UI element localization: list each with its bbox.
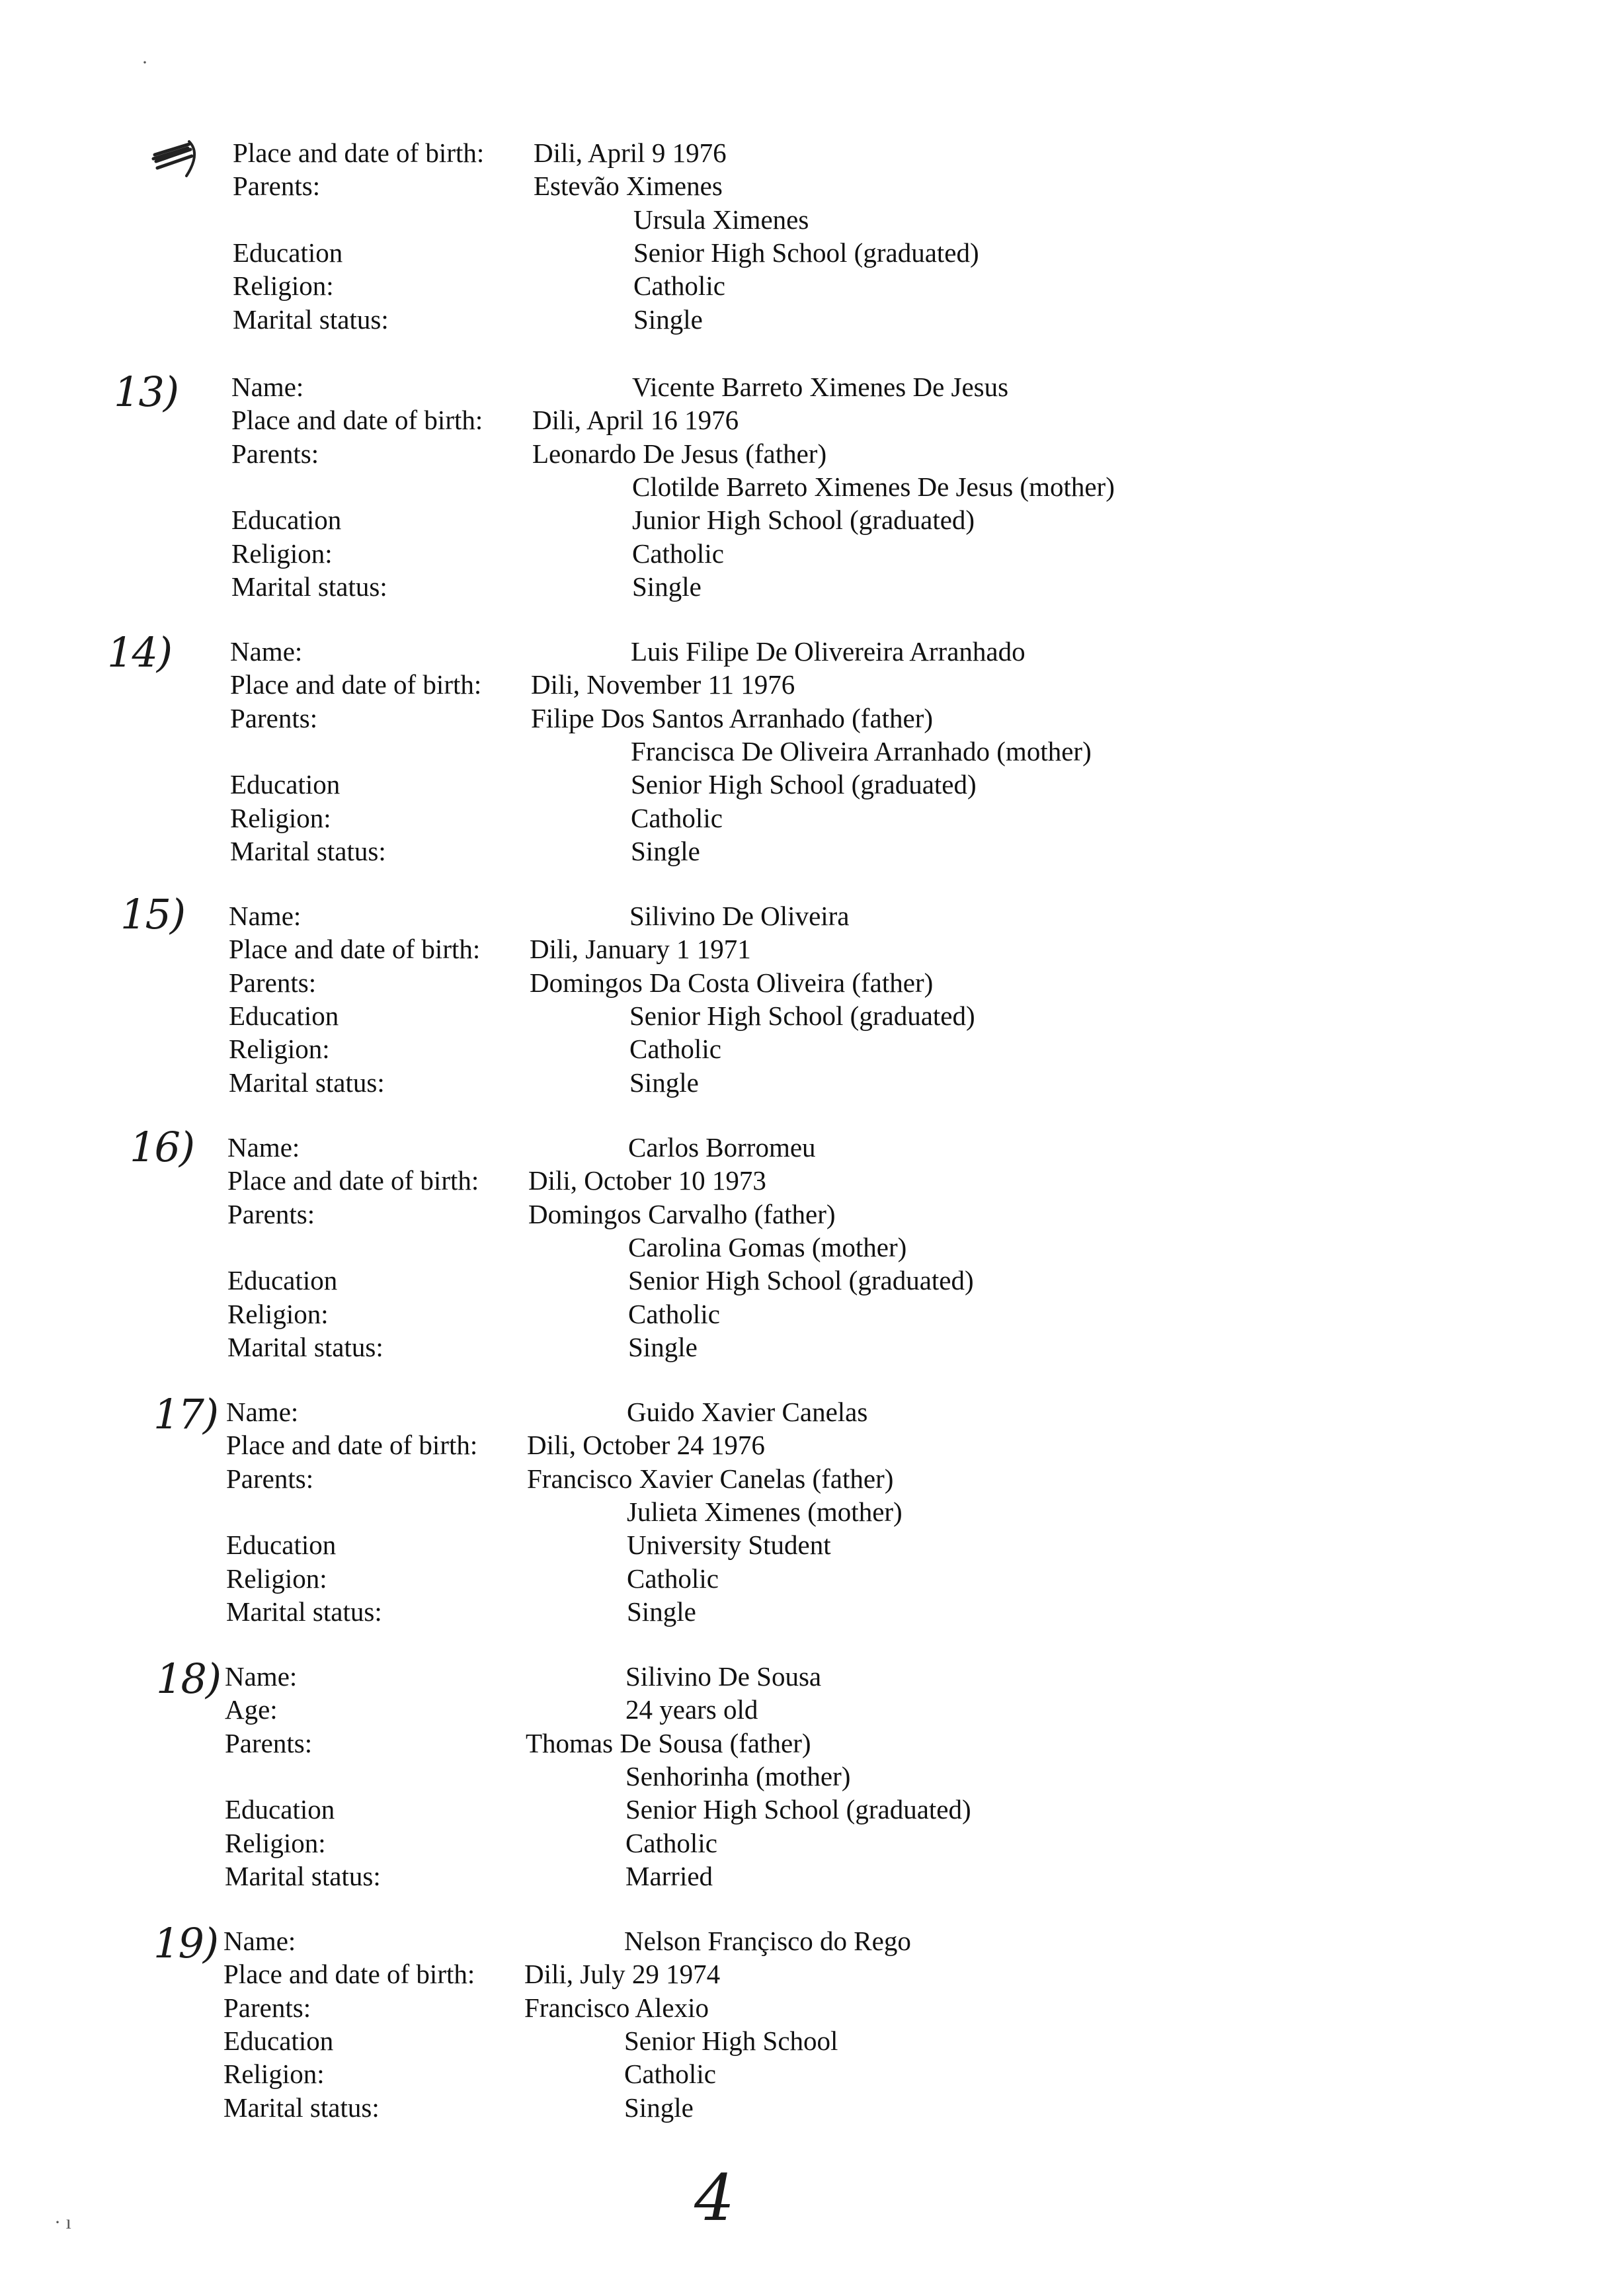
field-value: Filipe Dos Santos Arranhado (father) <box>531 702 934 733</box>
field-value: Catholic <box>633 270 725 302</box>
field-label: Place and date of birth: <box>229 934 481 965</box>
field-value: Guido Xavier Canelas <box>627 1397 868 1427</box>
field-label: Religion: <box>231 538 333 569</box>
field-label: Education <box>227 1265 338 1296</box>
stray-mark: · <box>141 52 148 73</box>
handwritten-record-number: 17) <box>153 1390 218 1438</box>
field-value: Single <box>628 1331 698 1362</box>
field-value: Single <box>627 1596 696 1627</box>
field-value: Senior High School <box>624 2025 838 2056</box>
field-value: Catholic <box>631 802 723 833</box>
field-value: Dili, April 16 1976 <box>532 405 739 436</box>
field-label: Name: <box>230 636 303 667</box>
field-label: Place and date of birth: <box>231 405 483 436</box>
field-label: Parents: <box>225 1727 313 1758</box>
field-value: University Student <box>627 1530 831 1561</box>
field-value: Silivino De Sousa <box>625 1661 822 1692</box>
field-value: Junior High School (graduated) <box>632 505 975 536</box>
field-label: Religion: <box>223 2059 325 2090</box>
field-value: Carolina Gomas (mother) <box>628 1231 907 1262</box>
field-value: Catholic <box>629 1034 721 1065</box>
field-label: Parents: <box>233 171 321 202</box>
field-value: Dili, October 24 1976 <box>527 1430 765 1461</box>
field-value: Catholic <box>632 538 724 569</box>
field-value: Leonardo De Jesus (father) <box>532 438 827 469</box>
field-label: Place and date of birth: <box>227 1165 479 1196</box>
field-value: Single <box>624 2092 694 2123</box>
field-value: Dili, October 10 1973 <box>528 1165 766 1196</box>
field-value: Carlos Borromeu <box>628 1132 816 1163</box>
field-value: Single <box>629 1067 699 1098</box>
field-label: Marital status: <box>233 304 389 335</box>
field-value: Dili, April 9 1976 <box>534 138 727 168</box>
field-label: Education <box>226 1530 337 1561</box>
field-value: Clotilde Barreto Ximenes De Jesus (mother) <box>632 471 1115 502</box>
field-label: Name: <box>227 1132 300 1163</box>
field-value: Domingos Da Costa Oliveira (father) <box>530 967 934 998</box>
field-label: Education <box>229 1000 339 1031</box>
field-label: Education <box>231 505 342 536</box>
field-value: Catholic <box>627 1563 719 1594</box>
field-value: Dili, July 29 1974 <box>524 1959 721 1990</box>
field-value: Francisco Alexio <box>524 1992 709 2023</box>
field-label: Parents: <box>231 438 319 469</box>
handwritten-record-number: 13) <box>114 368 179 416</box>
field-label: Name: <box>223 1926 296 1956</box>
field-value: Catholic <box>628 1298 720 1329</box>
field-label: Marital status: <box>225 1860 381 1891</box>
field-value: Francisca De Oliveira Arranhado (mother) <box>631 735 1092 766</box>
field-value: Thomas De Sousa (father) <box>526 1727 811 1758</box>
handwritten-record-number: 18) <box>156 1655 221 1703</box>
field-label: Marital status: <box>223 2092 380 2123</box>
field-value: Luis Filipe De Olivereira Arranhado <box>631 636 1025 667</box>
handwritten-record-number: 15) <box>120 890 185 938</box>
field-label: Marital status: <box>231 571 387 602</box>
field-value: Senhorinha (mother) <box>625 1760 851 1791</box>
field-value: Catholic <box>624 2059 716 2090</box>
field-label: Place and date of birth: <box>233 138 485 168</box>
field-label: Parents: <box>229 967 317 998</box>
field-label: Name: <box>231 372 304 402</box>
field-label: Religion: <box>226 1563 327 1594</box>
field-label: Name: <box>225 1661 298 1692</box>
field-label: Place and date of birth: <box>226 1430 478 1461</box>
field-value: Estevão Ximenes <box>534 171 723 202</box>
field-label: Religion: <box>229 1034 330 1065</box>
field-label: Education <box>230 769 341 800</box>
field-value: Vicente Barreto Ximenes De Jesus <box>632 372 1009 402</box>
handwritten-record-number: 16) <box>130 1123 194 1171</box>
field-label: Religion: <box>233 270 334 302</box>
field-label: Religion: <box>225 1827 326 1858</box>
field-value: 24 years old <box>625 1694 758 1725</box>
field-label: Education <box>225 1794 335 1825</box>
field-value: Domingos Carvalho (father) <box>528 1198 836 1229</box>
field-value: Single <box>631 835 700 866</box>
field-label: Parents: <box>227 1198 315 1229</box>
field-value: Catholic <box>625 1827 717 1858</box>
field-label: Name: <box>226 1397 299 1427</box>
field-label: Religion: <box>227 1298 329 1329</box>
handwritten-record-number: 14) <box>107 628 172 676</box>
field-label: Education <box>233 237 343 268</box>
field-value: Senior High School (graduated) <box>629 1000 975 1031</box>
field-label: Parents: <box>223 1992 311 2023</box>
field-label: Marital status: <box>226 1596 382 1627</box>
handwritten-record-number: 19) <box>153 1919 218 1967</box>
field-label: Education <box>223 2025 334 2056</box>
field-value: Single <box>632 571 702 602</box>
field-label: Religion: <box>230 802 331 833</box>
field-value: Dili, January 1 1971 <box>530 934 751 965</box>
field-label: Parents: <box>230 702 318 733</box>
field-label: Marital status: <box>227 1331 383 1362</box>
field-value: Dili, November 11 1976 <box>531 669 795 700</box>
field-value: Senior High School (graduated) <box>631 769 977 800</box>
field-value: Nelson Françisco do Rego <box>624 1926 911 1956</box>
field-label: Age: <box>225 1694 278 1725</box>
field-label: Marital status: <box>230 835 386 866</box>
field-label: Name: <box>229 901 302 931</box>
field-value: Francisco Xavier Canelas (father) <box>527 1463 894 1494</box>
page-number: 4 <box>694 2161 735 2235</box>
field-value: Senior High School (graduated) <box>625 1794 971 1825</box>
field-value: Single <box>633 304 703 335</box>
field-value: Silivino De Oliveira <box>629 901 850 931</box>
field-value: Senior High School (graduated) <box>628 1265 974 1296</box>
field-label: Parents: <box>226 1463 314 1494</box>
field-value: Married <box>625 1860 713 1891</box>
stray-mark: · ı <box>54 2211 71 2233</box>
field-label: Place and date of birth: <box>230 669 482 700</box>
field-label: Marital status: <box>229 1067 385 1098</box>
scribble-mark <box>149 135 202 184</box>
field-value: Ursula Ximenes <box>633 204 809 235</box>
field-value: Senior High School (graduated) <box>633 237 979 268</box>
field-value: Julieta Ximenes (mother) <box>627 1496 903 1527</box>
field-label: Place and date of birth: <box>223 1959 475 1990</box>
